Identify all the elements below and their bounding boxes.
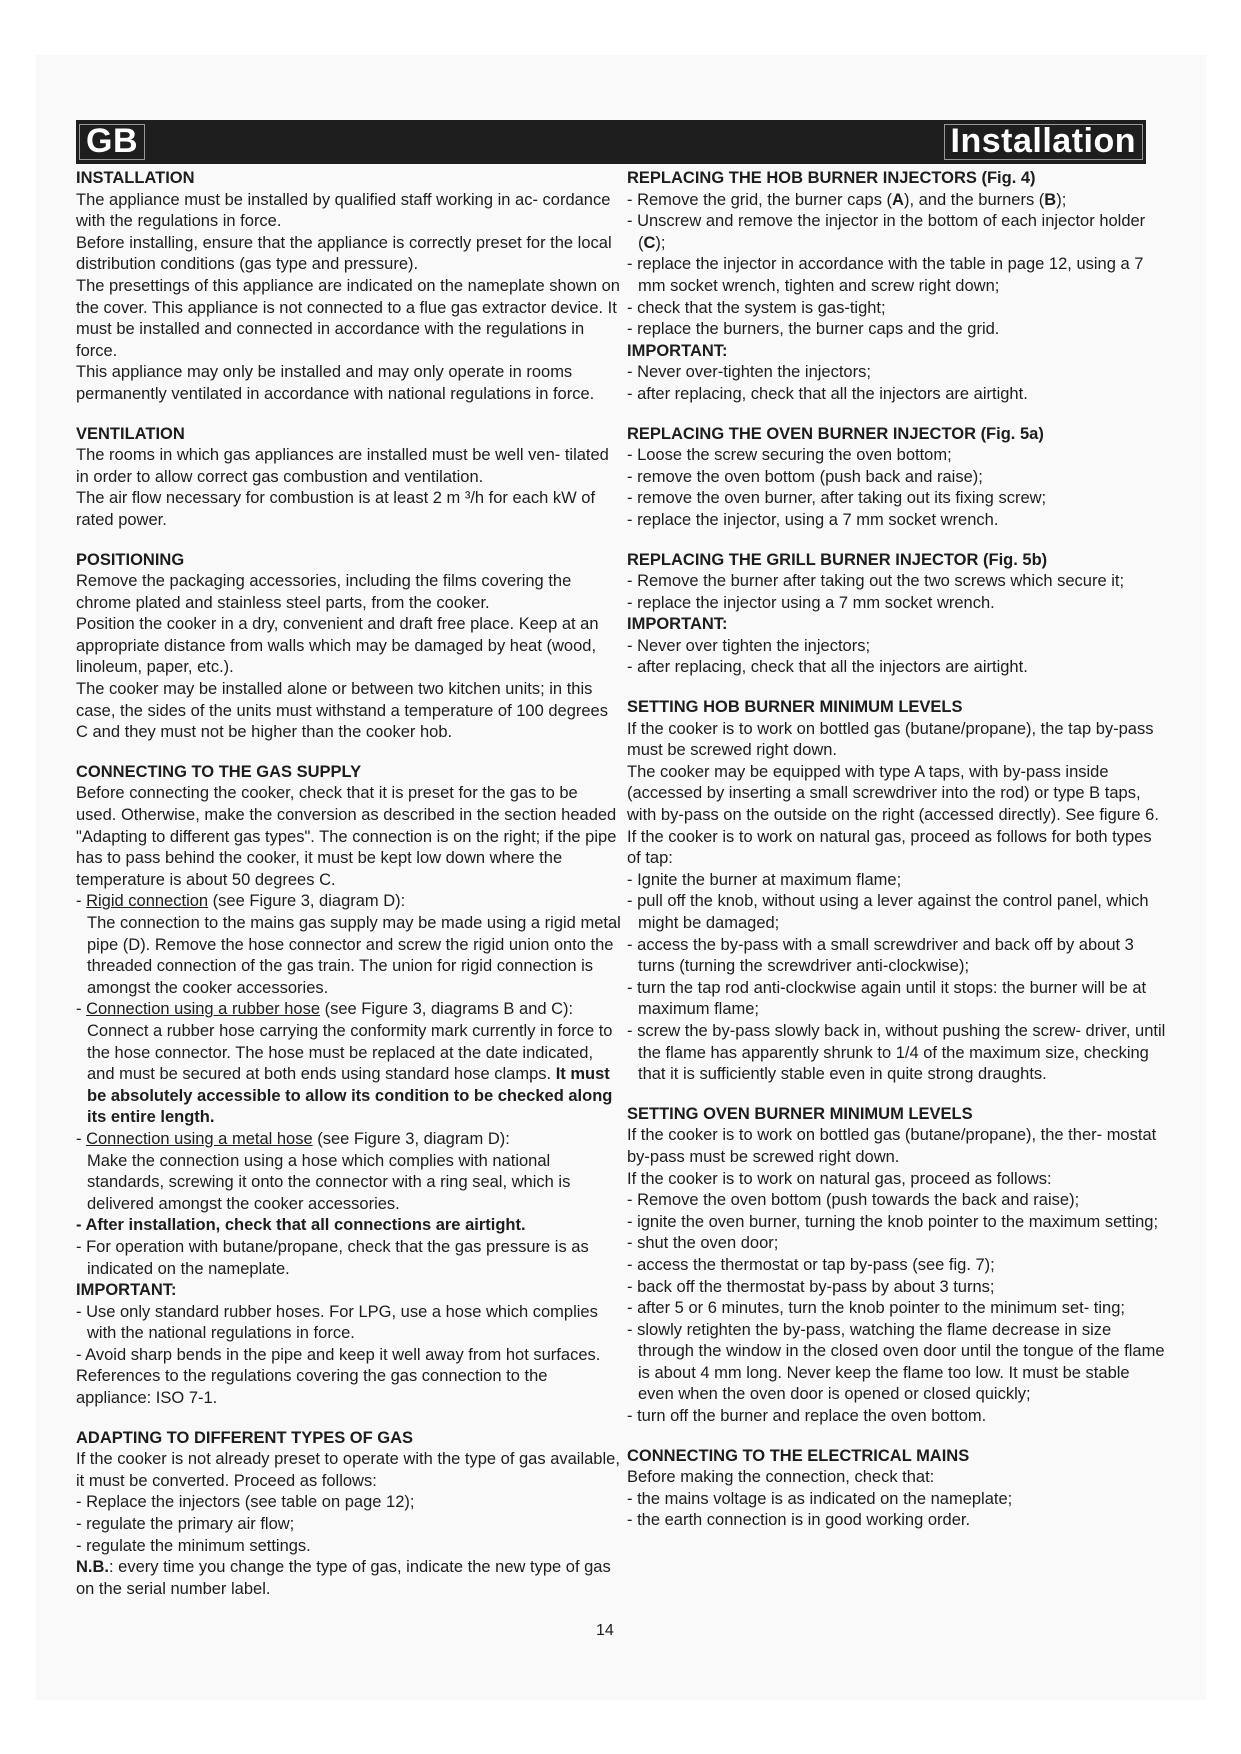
paragraph: The rooms in which gas appliances are installed must be well ven- tilated in order to allow correct gas combustion and ventilation.: [76, 446, 609, 486]
left-column: [76, 168, 621, 1600]
ventilation-heading: VENTILATION: [76, 424, 185, 443]
list-item: - Loose the screw securing the oven bottom;: [627, 446, 952, 465]
list-item: - replace the injector using a 7 mm socket wrench.: [627, 593, 995, 612]
text: - Unscrew and remove the injector in the bottom of each injector holder (: [627, 212, 1146, 252]
list-item: - Ignite the burner at maximum flame;: [627, 870, 902, 889]
rigid-connection-label: Rigid connection: [86, 892, 209, 911]
list-item: - turn the tap rod anti-clockwise again until it stops: the burner will be at maximum flame;: [627, 978, 1147, 1019]
figure-reference: (see Figure 3, diagram D):: [312, 1129, 510, 1148]
list-item: - remove the oven burner, after taking out its fixing screw;: [627, 489, 1047, 508]
paragraph: Before making the connection, check that:: [627, 1468, 935, 1487]
metal-hose-label: Connection using a metal hose: [86, 1129, 313, 1148]
list-item: [627, 211, 1167, 254]
paragraph: [76, 1021, 621, 1129]
list-item: - remove the oven bottom (push back and raise);: [627, 467, 983, 486]
important-label: IMPORTANT:: [627, 341, 728, 360]
list-item: - Rigid connection (see Figure 3, diagram D):: [76, 892, 406, 911]
adapting-section: [76, 1428, 621, 1601]
paragraph: If the cooker is to work on bottled gas (butane/propane), the tap by-pass must be screwed right down.: [627, 719, 1154, 760]
paragraph: Make the connection using a hose which complies with national standards, screwing it onto the connector with a ring seal, which is delivered amongst the cooker accessories.: [87, 1151, 571, 1213]
adapting-heading: ADAPTING TO DIFFERENT TYPES OF GAS: [76, 1428, 414, 1447]
rubber-hose-text: Connect a rubber hose carrying the conformity mark currently in force to the hose connector. The hose must be replaced at the date indicated, and must be secured at both ends using standard hose clamps.: [87, 1021, 613, 1084]
paragraph: If the cooker is to work on natural gas, proceed as follows:: [627, 1169, 1052, 1188]
language-label: GB: [79, 124, 145, 160]
hob-injectors-section: [627, 168, 1167, 406]
paragraph: The connection to the mains gas supply may be made using a rigid metal pipe (D). Remove the hose connector and screw the rigid union onto the threaded connection of the gas train. The union for rigid connection is amongst the cooker accessories.: [87, 914, 621, 997]
list-item: - replace the injector, using a 7 mm socket wrench.: [627, 510, 999, 529]
list-item: - Avoid sharp bends in the pipe and keep it well away from hot surfaces.: [76, 1345, 601, 1364]
paragraph: If the cooker is to work on natural gas, proceed as follows for both types of tap:: [627, 827, 1152, 868]
paragraph: If the cooker is not already preset to operate with the type of gas available, it must be converted. Proceed as follows:: [76, 1450, 620, 1490]
hob-minimum-heading: SETTING HOB BURNER MINIMUM LEVELS: [627, 698, 963, 717]
paragraph: If the cooker is to work on bottled gas (butane/propane), the ther- mostat by-pass must be screwed right down.: [627, 1126, 1157, 1166]
list-item: - after replacing, check that all the injectors are airtight.: [627, 384, 1028, 403]
list-item: - replace the injector in accordance with the table in page 12, using a 7 mm socket wrench, tighten and screw right down;: [627, 255, 1144, 295]
important-label: IMPORTANT:: [76, 1281, 177, 1300]
list-item: - the earth connection is in good working order.: [627, 1511, 971, 1530]
oven-injector-heading: REPLACING THE OVEN BURNER INJECTOR (Fig. 5a): [627, 424, 1044, 443]
list-item: - regulate the primary air flow;: [76, 1515, 295, 1534]
paragraph: This appliance may only be installed and may only operate in rooms permanently ventilated in accordance with national regulations in force.: [76, 363, 595, 403]
paragraph: Before installing, ensure that the appliance is correctly preset for the local distribution conditions (gas type and pressure).: [76, 233, 612, 274]
list-item: - Remove the oven bottom (push towards the back and raise);: [627, 1191, 1080, 1210]
figure-reference: (see Figure 3, diagram D):: [208, 892, 406, 911]
paragraph: The appliance must be installed by qualified staff working in ac- cordance with the regulations in force.: [76, 190, 611, 231]
note-paragraph: [76, 1557, 621, 1600]
list-item: - access the thermostat or tap by-pass (see fig. 7);: [627, 1255, 995, 1274]
nb-label: N.B.: [76, 1558, 109, 1577]
list-item: - shut the oven door;: [627, 1234, 779, 1253]
list-item: - Replace the injectors (see table on page 12);: [76, 1493, 415, 1512]
paragraph: Remove the packaging accessories, including the films covering the chrome plated and stainless steel parts, from the cooker.: [76, 572, 572, 612]
part-label: B: [1044, 190, 1057, 209]
list-item: - Use only standard rubber hoses. For LPG, use a hose which complies with the national regulations in force.: [76, 1302, 598, 1343]
text: );: [1056, 190, 1067, 209]
list-item: - regulate the minimum settings.: [76, 1536, 311, 1555]
important-label: IMPORTANT:: [627, 615, 728, 634]
text: - Remove the grid, the burner caps (: [627, 190, 893, 209]
text: ), and the burners (: [903, 190, 1045, 209]
list-item: - For operation with butane/propane, check that the gas pressure is as indicated on the nameplate.: [76, 1237, 589, 1278]
section-header-bar: [76, 120, 1146, 164]
hob-injectors-heading: REPLACING THE HOB BURNER INJECTORS (Fig. 4): [627, 169, 1036, 187]
page-number: 14: [596, 1622, 614, 1639]
right-column: [627, 168, 1167, 1532]
list-item: - screw the by-pass slowly back in, without pushing the screw- driver, until the flame has apparently shrunk to 1/4 of the maximum size, checking that it is sufficiently stable even in quite strong draughts.: [627, 1021, 1166, 1084]
paragraph: References to the regulations covering the gas connection to the appliance: ISO 7-1.: [76, 1367, 548, 1408]
oven-injector-section: [627, 424, 1167, 532]
paragraph: Before connecting the cooker, check that it is preset for the gas to be used. Otherwise, make the conversion as described in the section headed "Adapting to different gas types". The connection is on the right; if the pipe has to pass behind the cooker, it must be kept low down where the temperature is about 50 degrees C.: [76, 784, 617, 889]
list-item: [627, 190, 1167, 212]
electrical-section: [627, 1446, 1167, 1532]
list-item: - turn off the burner and replace the oven bottom.: [627, 1407, 987, 1426]
hob-minimum-section: [627, 697, 1167, 1086]
paragraph: The air flow necessary for combustion is at least 2 m ³/h for each kW of rated power.: [76, 489, 596, 529]
list-item: - ignite the oven burner, turning the knob pointer to the maximum setting;: [627, 1212, 1159, 1231]
rubber-hose-warning: It must be absolutely accessible to allow its condition to be checked along its entire length.: [87, 1065, 613, 1127]
paragraph: The presettings of this appliance are indicated on the nameplate shown on the cover. This appliance is not connected to a flue gas extractor device. It must be installed and connected in accordance with the regulations in force.: [76, 276, 620, 360]
part-label: C: [643, 233, 656, 252]
gas-supply-section: [76, 762, 621, 1410]
oven-minimum-heading: SETTING OVEN BURNER MINIMUM LEVELS: [627, 1104, 973, 1123]
installation-section: [76, 168, 621, 406]
list-item: - Never over-tighten the injectors;: [627, 363, 871, 382]
list-item: - replace the burners, the burner caps and the grid.: [627, 320, 1000, 339]
list-item: - Connection using a rubber hose (see Figure 3, diagrams B and C):: [76, 1000, 574, 1019]
figure-reference: (see Figure 3, diagrams B and C):: [320, 1000, 574, 1019]
list-item: - the mains voltage is as indicated on the nameplate;: [627, 1489, 1013, 1508]
list-item: - pull off the knob, without using a lever against the control panel, which might be damaged;: [627, 892, 1149, 932]
gas-supply-heading: CONNECTING TO THE GAS SUPPLY: [76, 762, 362, 781]
ventilation-section: [76, 424, 621, 532]
list-item: - check that the system is gas-tight;: [627, 298, 886, 317]
grill-injector-heading: REPLACING THE GRILL BURNER INJECTOR (Fig. 5b): [627, 550, 1048, 569]
list-item: - after 5 or 6 minutes, turn the knob pointer to the minimum set- ting;: [627, 1299, 1125, 1318]
list-item: - Connection using a metal hose (see Figure 3, diagram D):: [76, 1129, 510, 1148]
paragraph: The cooker may be installed alone or between two kitchen units; in this case, the sides of the units must withstand a temperature of 100 degrees C and they must not be higher than the cooker hob.: [76, 680, 608, 742]
list-item: - slowly retighten the by-pass, watching the flame decrease in size through the window in the closed oven door until the tongue of the flame is about 4 mm long. Never keep the flame too low. It must be stable even when the oven door is opened or closed quickly;: [627, 1320, 1165, 1404]
paragraph: The cooker may be equipped with type A taps, with by-pass inside (accessed by inserting a small screwdriver into the rod) or type B taps, with by-pass on the outside on the right (accessed directly). See figure 6.: [627, 762, 1159, 825]
list-item: - after replacing, check that all the injectors are airtight.: [627, 658, 1028, 677]
list-item: - Never over tighten the injectors;: [627, 636, 871, 655]
airtight-warning: - After installation, check that all connections are airtight.: [76, 1216, 526, 1235]
list-item: - Remove the burner after taking out the two screws which secure it;: [627, 572, 1125, 591]
electrical-heading: CONNECTING TO THE ELECTRICAL MAINS: [627, 1446, 970, 1465]
rubber-hose-label: Connection using a rubber hose: [86, 1000, 321, 1019]
positioning-section: [76, 550, 621, 744]
installation-heading: INSTALLATION: [76, 169, 195, 187]
part-label: A: [892, 190, 904, 209]
paragraph: Position the cooker in a dry, convenient and draft free place. Keep at an appropriate distance from walls which may be damaged by heat (wood, linoleum, paper, etc.).: [76, 615, 599, 677]
list-item: - back off the thermostat by-pass by about 3 turns;: [627, 1277, 995, 1296]
grill-injector-section: [627, 550, 1167, 680]
list-item: - access the by-pass with a small screwdriver and back off by about 3 turns (turning the screwdriver anti-clockwise);: [627, 935, 1134, 976]
text: );: [655, 233, 666, 252]
positioning-heading: POSITIONING: [76, 550, 185, 569]
nb-text: : every time you change the type of gas, indicate the new type of gas on the serial number label.: [76, 1558, 611, 1598]
oven-minimum-section: [627, 1104, 1167, 1428]
section-title: Installation: [944, 124, 1143, 160]
